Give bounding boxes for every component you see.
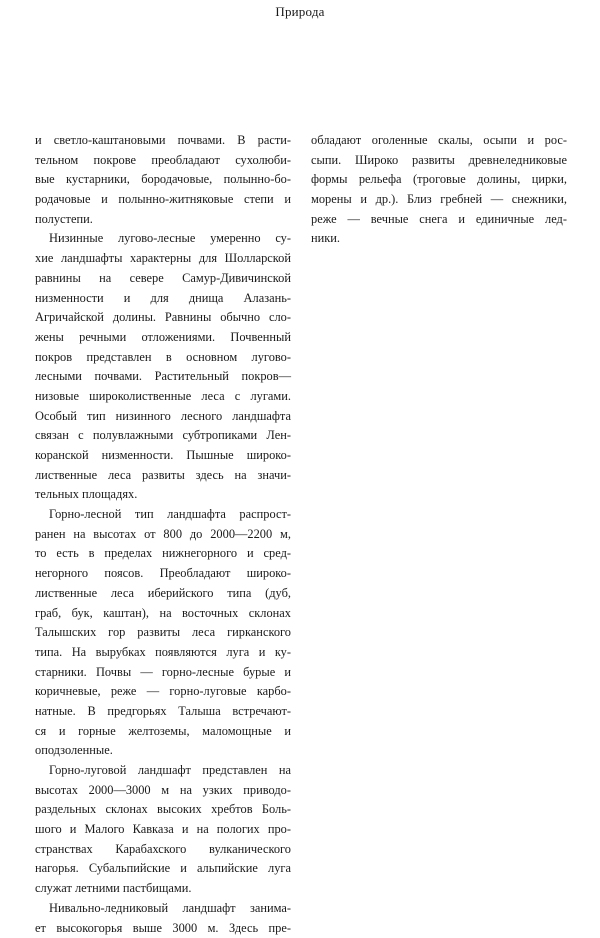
text-line: Особый тип низинного лесного ландшафта	[35, 407, 291, 427]
text-line: вые кустарники, бородачовые, полынно-бо-	[35, 170, 291, 190]
text-line: типа. На вырубках появляются луга и ку-	[35, 643, 291, 663]
text-line: обладают оголенные скалы, осыпи и рос-	[311, 131, 567, 151]
text-line: морены и др.). Близ гребней — снежники,	[311, 190, 567, 210]
text-line: Низинные лугово-лесные умеренно су-	[35, 229, 291, 249]
text-line: коранской низменности. Пышные широко-	[35, 446, 291, 466]
text-line: жены речными отложениями. Почвенный	[35, 328, 291, 348]
text-line: коричневые, реже — горно-луговые карбо-	[35, 682, 291, 702]
text-line: Талышских гор развиты леса гирканского	[35, 623, 291, 643]
text-line: Нивально-ледниковый ландшафт занима-	[35, 899, 291, 919]
page-running-title: Природа	[0, 4, 600, 20]
text-line: равнины на севере Самур-Дивичинской	[35, 269, 291, 289]
text-line: полустепи.	[35, 210, 291, 230]
text-line: лесными почвами. Растительный покров—	[35, 367, 291, 387]
text-line: связан с полувлажными субтропиками Лен-	[35, 426, 291, 446]
text-line: граб, бук, каштан), на восточных склонах	[35, 604, 291, 624]
text-line: тельных площадях.	[35, 485, 291, 505]
text-line: лиственные леса иберийского типа (дуб,	[35, 584, 291, 604]
text-line: родачовые и полынно-житняковые степи и	[35, 190, 291, 210]
text-line: реже — вечные снега и единичные лед-	[311, 210, 567, 230]
text-line: негорного поясов. Преобладают широко-	[35, 564, 291, 584]
text-line: лиственные леса развиты здесь на значи-	[35, 466, 291, 486]
text-line: ет высокогорья выше 3000 м. Здесь пре-	[35, 919, 291, 938]
text-line: натные. В предгорьях Талыша встречают-	[35, 702, 291, 722]
text-column-left	[35, 131, 291, 938]
text-line: ся и горные желтоземы, маломощные и	[35, 722, 291, 742]
text-line: низовые широколиственные леса с лугами.	[35, 387, 291, 407]
text-line: шого и Малого Кавказа и на пологих про-	[35, 820, 291, 840]
text-line: старники. Почвы — горно-лесные бурые и	[35, 663, 291, 683]
text-line: то есть в пределах нижнегорного и сред-	[35, 544, 291, 564]
text-line: оподзоленные.	[35, 741, 291, 761]
text-line: формы рельефа (троговые долины, цирки,	[311, 170, 567, 190]
text-line: хие ландшафты характерны для Шолларской	[35, 249, 291, 269]
text-line: высотах 2000—3000 м на узких приводо-	[35, 781, 291, 801]
text-line: странствах Карабахского вулканического	[35, 840, 291, 860]
text-line: Горно-лесной тип ландшафта распрост-	[35, 505, 291, 525]
text-line: нагорья. Субальпийские и альпийские луга	[35, 859, 291, 879]
text-line: сыпи. Широко развиты древнеледниковые	[311, 151, 567, 171]
text-line: покров представлен в основном лугово-	[35, 348, 291, 368]
text-line: служат летними пастбищами.	[35, 879, 291, 899]
text-line: Горно-луговой ландшафт представлен на	[35, 761, 291, 781]
text-line: раздельных склонах высоких хребтов Боль-	[35, 800, 291, 820]
text-line: ранен на высотах от 800 до 2000—2200 м,	[35, 525, 291, 545]
text-line: тельном покрове преобладают сухолюби-	[35, 151, 291, 171]
text-line: Агричайской долины. Равнины обычно сло-	[35, 308, 291, 328]
text-line: и светло-каштановыми почвами. В расти-	[35, 131, 291, 151]
text-line: низменности и для днища Алазань-	[35, 289, 291, 309]
text-column-right	[311, 131, 567, 249]
text-line: ники.	[311, 229, 567, 249]
